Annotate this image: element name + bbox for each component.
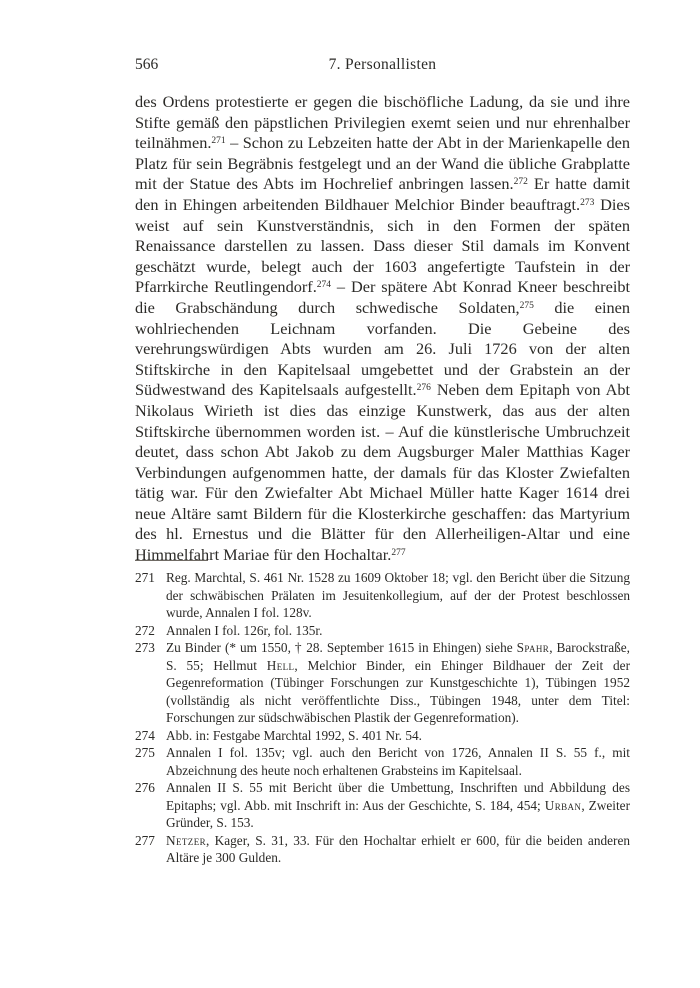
- body-paragraph: [135, 92, 630, 566]
- footnote-number: 274: [135, 727, 155, 743]
- footnote-item: [135, 779, 630, 832]
- footnote-ref: 277: [391, 547, 406, 558]
- footnote-ref: 272: [513, 177, 528, 188]
- footnote-text: [166, 744, 630, 779]
- footnote-text: [166, 832, 630, 867]
- footnote-item: [135, 832, 630, 867]
- footnote-number: 273: [135, 640, 155, 655]
- footnote-text: [166, 639, 630, 727]
- text-run: , Barockstraße, S. 55; Hellmut: [166, 640, 631, 673]
- page-number: 566: [135, 56, 159, 73]
- text-run: – Der spätere Abt Konrad Kneer beschreibt die Grabschändung durch schwedische Soldaten,: [135, 277, 631, 317]
- footnote-ref: 274: [316, 280, 332, 291]
- footnote-item: [135, 622, 630, 640]
- text-run: Neben dem Epitaph von Abt Nikolaus Wirieth ist dies das einzige Kunstwerk, das aus der alten Stiftskirche übernommen worden ist. – Auf die künstlerische Umbruchzeit deutet, dass schon Abt Jakob zu dem Augsburger Maler Matthias Kager Verbindungen aufgenommen hatte, der damals für das Kloster Zwiefalten tätig war. Für den Zwiefalter Abt Michael Müller hatte Kager 1614 drei neue Altäre samt Bildern für die Klosterkirche geschaffen: das Martyrium des hl. Ernestus und die Blätter für den Allerheiligen-Altar und eine Himmelfahrt Mariae für den Hochaltar.: [135, 380, 631, 565]
- footnote-number: 277: [135, 832, 155, 848]
- text-run: Dies weist auf sein Kunstverständnis, sich in den Formen der späten Renaissance darstellen zu lassen. Dass dieser Stil damals im Konvent geschätzt wurde, belegt auch der 1603 angefertigte Taufstein in der Pfarrkirche Reutlingendorf.: [135, 194, 630, 297]
- footnote-number: 276: [135, 780, 155, 795]
- page-header: [135, 56, 630, 76]
- footnote-text: [166, 727, 630, 745]
- footnote-separator: [135, 560, 208, 561]
- author-smallcaps: Hell: [266, 657, 295, 673]
- running-title: 7. Personallisten: [328, 56, 437, 73]
- text-run: die einen wohlriechenden Leichnam vorfanden. Die Gebeine des verehrungswürdigen Abts wurden am 26. Juli 1726 von der alten Stiftskirche in den Kapitelsaal umgebettet und der Grabstein an der Südwestwand des Kapitelsaals aufgestellt.: [135, 297, 631, 400]
- author-smallcaps: Urban: [544, 797, 582, 813]
- text-run: Annalen I fol. 126r, fol. 135r.: [166, 622, 323, 638]
- footnote-ref: 275: [519, 300, 534, 311]
- author-smallcaps: Spahr: [516, 640, 550, 655]
- footnote-item: [135, 744, 630, 779]
- footnote-text: [166, 779, 630, 832]
- footnote-number: 272: [135, 622, 155, 638]
- footnote-ref: 273: [580, 197, 595, 208]
- text-run: Zu Binder (* um 1550, † 28. September 1615 in Ehingen) siehe: [166, 640, 517, 655]
- text-run: Er hatte damit den in Ehingen arbeitenden Bildhauer Melchior Binder beauftragt.: [135, 174, 631, 214]
- footnote-ref: 271: [211, 135, 226, 146]
- footnote-number: 271: [135, 570, 155, 585]
- footnote-ref: 276: [416, 383, 431, 394]
- footnote-number: 275: [135, 745, 155, 760]
- text-run: , Kager, S. 31, 33. Für den Hochaltar erhielt er 600, für die beiden anderen Altäre je 300 Gulden.: [166, 832, 630, 865]
- footnote-item: [135, 569, 630, 622]
- text-run: des Ordens protestierte er gegen die bischöfliche Ladung, da sie und ihre Stifte gemäß den päpstlichen Privilegien exemt seien und nur ehrenhalber teilnähmen.: [135, 92, 630, 153]
- footnote-text: [166, 569, 630, 622]
- text-run: Abb. in: Festgabe Marchtal 1992, S. 401 Nr. 54.: [166, 727, 422, 743]
- text-run: – Schon zu Lebzeiten hatte der Abt in der Marienkapelle den Platz für sein Begräbnis festgelegt und an der Wand die übliche Grabplatte mit der Statue des Abts im Hochrelief anbringen lassen.: [135, 133, 630, 194]
- footnote-item: [135, 727, 630, 745]
- text-run: , Zweiter Gründer, S. 153.: [166, 797, 630, 830]
- text-run: Annalen I fol. 135v; vgl. auch den Bericht von 1726, Annalen II S. 55 f., mit Abzeichnung des heute noch erhaltenen Grabsteins im Kapitelsaal.: [166, 745, 630, 778]
- footnote-list: [135, 569, 630, 867]
- text-run: Reg. Marchtal, S. 461 Nr. 1528 zu 1609 Oktober 18; vgl. den Bericht über die Sitzung der schwäbischen Prälaten im Jesuitenkollegium, auf der der Protest beschlossen wurde, Annalen I fol. 128v.: [166, 570, 630, 620]
- text-run: , Melchior Binder, ein Ehinger Bildhauer der Zeit der Gegenreformation (Tübinger Forschungen zur Kunstgeschichte 1), Tübingen 1952 (vollständig als nicht veröffentlichte Diss., Tübingen 1948, unter dem Titel: Forschungen zur südschwäbischen Plastik der Gegenreformation).: [166, 657, 631, 725]
- author-smallcaps: Netzer: [166, 832, 206, 848]
- footnote-text: [166, 622, 630, 640]
- footnote-item: [135, 639, 630, 727]
- text-run: Annalen II S. 55 mit Bericht über die Umbettung, Inschriften und Abbildung des Epitaphs; vgl. Abb. mit Inschrift in: Aus der Geschichte, S. 184, 454;: [166, 780, 630, 813]
- footnote-section: [135, 560, 630, 867]
